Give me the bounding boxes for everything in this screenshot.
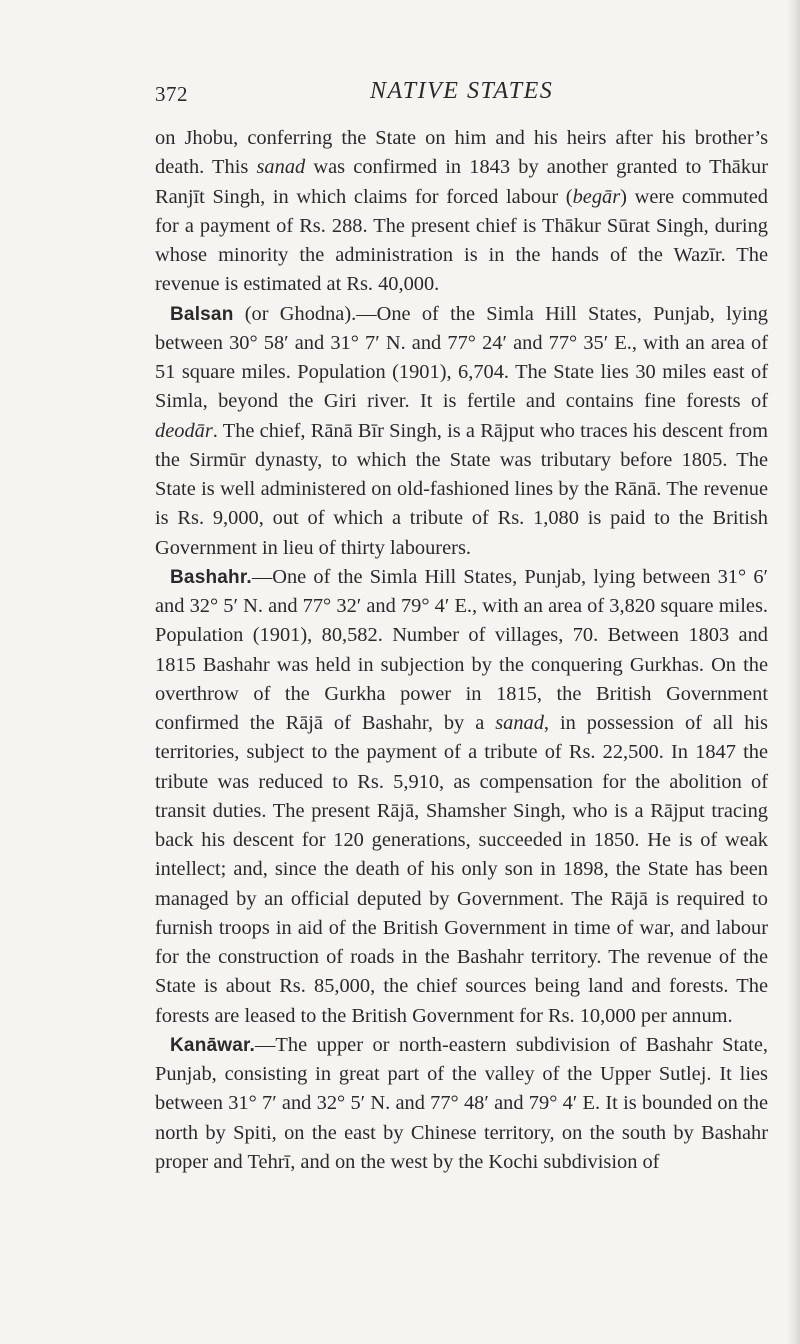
entry-kanawar xyxy=(155,1031,768,1177)
italic-term: begār xyxy=(572,185,621,208)
text-run: , in possession of all his territories, subject to the payment of a tribute of Rs. 22,500. In 1847 the tribute was reduced to Rs. 5,910, as compensation for the abolition of transit duties. The present Rājā, Shamsher Singh, who is a Rājput tracing back his descent for 120 generations, succeeded in 1850. He is of weak intellect; and, since the death of his only son in 1898, the State has been managed by an official deputed by Government. The Rājā is required to furnish troops in aid of the British Government in time of war, and labour for the construction of roads in the Bashahr territory. The revenue of the State is about Rs. 85,000, the chief sources being land and forests. The forests are leased to the British Government for Rs. 10,000 per annum. xyxy=(155,712,768,1027)
italic-term: sanad xyxy=(256,156,306,179)
entry-heading: Bashahr. xyxy=(170,566,252,588)
text-run: ) were commuted for a payment of Rs. 288. The present chief is Thākur Sūrat Singh, during whose minority the administration is in the hands of the Wazīr. The revenue is estimated at Rs. 40,000. xyxy=(155,185,768,296)
entry-balsan xyxy=(155,300,768,563)
page-edge-shadow xyxy=(786,0,800,1344)
text-run: . The chief, Rānā Bīr Singh, is a Rājput who traces his descent from the Sirmūr dynasty, to which the State was tributary before 1805. The State is well administered on old-fashioned lines by the Rānā. The revenue is Rs. 9,000, out of which a tribute of Rs. 1,080 is paid to the British Government in lieu of thirty labourers. xyxy=(155,419,768,559)
text-run: on Jhobu, conferring the State on him and his heirs after his brother’s death. This xyxy=(155,127,768,179)
body-text xyxy=(155,124,768,1177)
page-number: 372 xyxy=(155,82,188,106)
paragraph-jhobu-continuation xyxy=(155,124,768,300)
text-run: —The upper or north-eastern subdivision of Bashahr State, Punjab, consisting in great part of the valley of the Upper Sutlej. It lies between 31° 7′ and 32° 5′ N. and 77° 48′ and 79° 4′ E. It is bounded on the north by Spiti, on the east by Chinese territory, on the south by Bashahr proper and Tehrī, and on the west by the Kochi subdivision of xyxy=(155,1033,768,1173)
text-run: was confirmed in 1843 by another granted to Thākur Ranjīt Singh, in which claims for forced labour ( xyxy=(155,156,768,208)
italic-term: sanad xyxy=(495,712,544,734)
text-run: —One of the Simla Hill States, Punjab, lying between 31° 6′ and 32° 5′ N. and 77° 32′ and 79° 4′ E., with an area of 3,820 square miles. Population (1901), 80,582. Number of villages, 70. Between 1803 and 1815 Bashahr was held in subjection by the conquering Gurkhas. On the overthrow of the Gurkha power in 1815, the British Government confirmed the Rājā of Bashahr, by a xyxy=(155,565,768,734)
entry-heading: Kanāwar. xyxy=(170,1034,256,1056)
running-head: NATIVE STATES xyxy=(370,78,554,104)
italic-term: deodār xyxy=(155,419,213,442)
entry-bashahr xyxy=(155,563,768,1031)
page-header xyxy=(155,72,675,112)
text-run: (or Ghodna).—One of the Simla Hill States, Punjab, lying between 30° 58′ and 31° 7′ N. and 77° 24′ and 77° 35′ E., with an area of 51 square miles. Population (1901), 6,704. The State lies 30 miles east of Simla, beyond the Giri river. It is fertile and contains fine forests of xyxy=(155,302,768,413)
entry-heading: Balsan xyxy=(170,303,234,325)
